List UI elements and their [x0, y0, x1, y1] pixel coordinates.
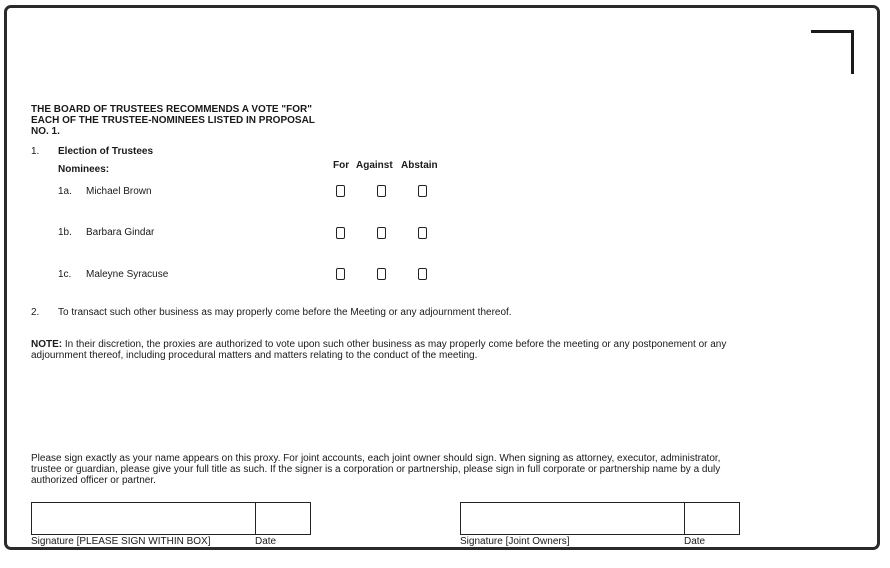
note-paragraph — [31, 339, 747, 361]
signature-box-label: Signature [PLEASE SIGN WITHIN BOX] — [31, 536, 211, 547]
nominee-1c-for-checkbox[interactable] — [336, 268, 345, 280]
nominee-1c-name: Maleyne Syracuse — [86, 269, 169, 280]
note-text: In their discretion, the proxies are authorized to vote upon such other business as may properly come before the meeting or any postponement or any adjournment thereof, including procedural matters and matters relating to the conduct of the meeting. — [31, 339, 727, 361]
proposal-1-title: Election of Trustees — [58, 146, 154, 157]
column-header-against: Against — [356, 160, 393, 171]
nominees-label: Nominees: — [58, 164, 110, 175]
nominee-1b-abstain-checkbox[interactable] — [418, 227, 427, 239]
proposal-2-number: 2. — [31, 307, 40, 318]
nominee-1b-number: 1b. — [58, 227, 72, 238]
proposal-2-text: To transact such other business as may properly come before the Meeting or any adjournment thereof. — [58, 307, 512, 318]
joint-signature-date-label: Date — [684, 536, 706, 547]
signature-box[interactable] — [31, 502, 256, 535]
nominee-1c-number: 1c. — [58, 269, 72, 280]
column-header-for: For — [333, 160, 350, 171]
nominee-1a-abstain-checkbox[interactable] — [418, 185, 427, 197]
nominee-1a-number: 1a. — [58, 186, 72, 197]
column-header-abstain: Abstain — [401, 160, 438, 171]
nominee-1a-name: Michael Brown — [86, 186, 152, 197]
proposal-1-number: 1. — [31, 146, 40, 157]
signature-date-box[interactable] — [255, 502, 311, 535]
board-recommendation: THE BOARD OF TRUSTEES RECOMMENDS A VOTE "FOR" EACH OF THE TRUSTEE-NOMINEES LISTED IN PROPOSAL NO. 1. — [31, 104, 315, 137]
nominee-1b-against-checkbox[interactable] — [377, 227, 386, 239]
nominee-1c-abstain-checkbox[interactable] — [418, 268, 427, 280]
signing-instructions: Please sign exactly as your name appears on this proxy. For joint accounts, each joint owner should sign. When signing as attorney, executor, administrator, trustee or guardian, please give your full title as such. If the signer is a corporation or partnership, please sign in full corporate or partnership name by a duly authorized officer or partner. — [31, 453, 721, 486]
nominee-1c-against-checkbox[interactable] — [377, 268, 386, 280]
note-label: NOTE: — [31, 339, 63, 350]
corner-registration-mark — [811, 30, 854, 74]
signature-date-label: Date — [255, 536, 277, 547]
joint-signature-box[interactable] — [460, 502, 685, 535]
joint-signature-date-box[interactable] — [684, 502, 740, 535]
nominee-1b-name: Barbara Gindar — [86, 227, 155, 238]
nominee-1a-against-checkbox[interactable] — [377, 185, 386, 197]
nominee-1b-for-checkbox[interactable] — [336, 227, 345, 239]
joint-signature-box-label: Signature [Joint Owners] — [460, 536, 570, 547]
nominee-1a-for-checkbox[interactable] — [336, 185, 345, 197]
